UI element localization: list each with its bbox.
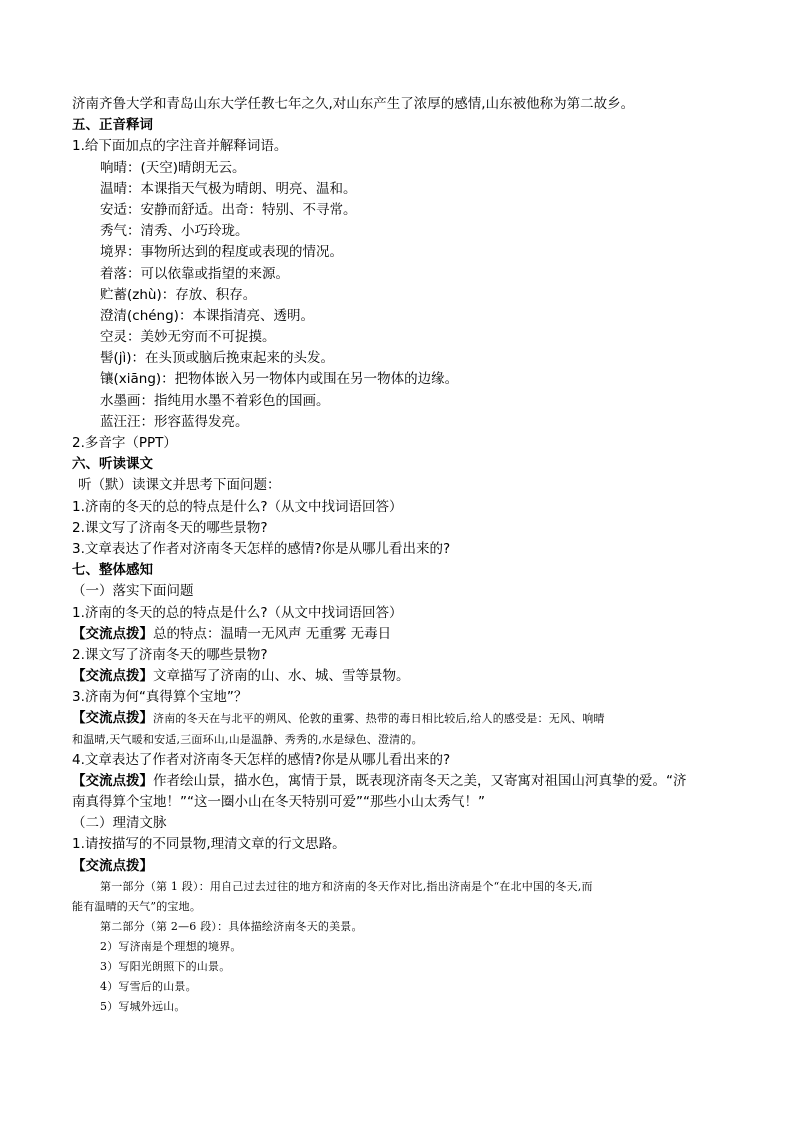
answer-text: 和温晴,天气暖和安适,三面环山,山是温静、秀秀的,水是绿色、澄清的。 — [72, 732, 423, 746]
part-text: 第二部分（第 2—6 段）：具体描绘济南冬天的美景。 — [100, 919, 363, 933]
word-entry: 响晴：(天空)晴朗无云。 — [100, 159, 246, 176]
answer-text: 济南的冬天在与北平的朔风、伦敦的重雾、热带的毒日相比较后,给人的感受是：无风、响晴 — [153, 712, 605, 726]
answer-line — [72, 708, 732, 729]
section-heading-7: 七、整体感知 — [72, 562, 153, 579]
section-heading-5: 五、正音释词 — [72, 117, 153, 134]
document-page — [72, 94, 732, 1017]
word-entry: 镶(xiāng)：把物体嵌入另一物体内或围在另一物体的边缘。 — [100, 371, 459, 388]
part-item: 3）写阳光朗照下的山景。 — [100, 959, 231, 973]
part-text: 第一部分（第 1 段）：用自己过去过往的地方和济南的冬天作对比,指出济南是个“在北中国的冬天,而 — [100, 879, 593, 893]
question-text: 3.文章表达了作者对济南冬天怎样的感情?你是从哪儿看出来的? — [72, 540, 451, 557]
word-entry: 空灵：美妙无穷而不可捉摸。 — [100, 329, 276, 346]
tag-label: 【交流点拨】 — [72, 857, 153, 874]
intro-text: 济南齐鲁大学和青岛山东大学任教七年之久,对山东产生了浓厚的感情,山东被他称为第二故乡。 — [72, 96, 635, 112]
answer-line — [72, 771, 732, 792]
tag-label: 【交流点拨】 — [72, 668, 153, 685]
subsection-heading: （一）落实下面问题 — [72, 583, 194, 600]
answer-text: 作者绘山景，描水色，寓情于景，既表现济南冬天之美，又寄寓对祖国山河真挚的爱。“济 — [153, 772, 687, 789]
question-text: 1.济南的冬天的总的特点是什么?（从文中找词语回答） — [72, 498, 403, 515]
question-text: 1.给下面加点的字注音并解释词语。 — [72, 138, 288, 155]
tag-label: 【交流点拨】 — [72, 772, 153, 789]
part-item: 5）写城外远山。 — [100, 999, 186, 1013]
question-text: 2.多音字（PPT） — [72, 435, 177, 451]
word-entry: 着落：可以依靠或指望的来源。 — [100, 265, 289, 282]
word-entry: 水墨画：指纯用水墨不着彩色的国画。 — [100, 392, 330, 409]
answer-line — [72, 624, 732, 645]
part-text: 能有温晴的天气”的宝地。 — [72, 899, 202, 913]
part-item: 2）写济南是个理想的境界。 — [100, 939, 242, 953]
answer-text: 总的特点：温晴一无风声 无重雾 无毒日 — [153, 625, 392, 642]
lead-text: 听（默）读课文并思考下面问题： — [78, 477, 281, 494]
question-text: 2.课文写了济南冬天的哪些景物? — [72, 519, 268, 536]
question-text: 1.济南的冬天的总的特点是什么?（从文中找词语回答） — [72, 604, 403, 621]
answer-line — [72, 666, 732, 687]
word-entry: 蓝汪汪：形容蓝得发亮。 — [100, 413, 249, 430]
part-item: 4）写雪后的山景。 — [100, 979, 197, 993]
question-text: 1.请按描写的不同景物,理清文章的行文思路。 — [72, 836, 346, 853]
tag-label: 【交流点拨】 — [72, 625, 153, 642]
word-entry: 境界：事物所达到的程度或表现的情况。 — [100, 244, 343, 261]
word-entry: 秀气：清秀、小巧玲珑。 — [100, 223, 249, 240]
word-entry: 髻(jì)：在头顶或脑后挽束起来的头发。 — [100, 350, 335, 367]
word-entry: 贮蓄(zhù)：存放、积存。 — [100, 286, 257, 303]
word-entry: 安适：安静而舒适。出奇：特别、不寻常。 — [100, 201, 357, 218]
tag-label: 【交流点拨】 — [72, 710, 153, 727]
answer-text: 南真得算个宝地！”“这一圈小山在冬天特别可爱”“那些小山太秀气！” — [72, 794, 485, 810]
subsection-heading: （二）理清文脉 — [72, 815, 167, 832]
answer-text: 文章描写了济南的山、水、城、雪等景物。 — [153, 668, 410, 685]
word-entry: 澄清(chéng)：本课指清亮、透明。 — [100, 307, 314, 324]
section-heading-6: 六、听读课文 — [72, 456, 153, 473]
question-text: 3.济南为何“真得算个宝地”？ — [72, 689, 248, 706]
question-text: 2.课文写了济南冬天的哪些景物? — [72, 646, 268, 663]
question-text: 4.文章表达了作者对济南冬天怎样的感情?你是从哪儿看出来的? — [72, 751, 451, 768]
word-entry: 温晴：本课指天气极为晴朗、明亮、温和。 — [100, 180, 357, 197]
